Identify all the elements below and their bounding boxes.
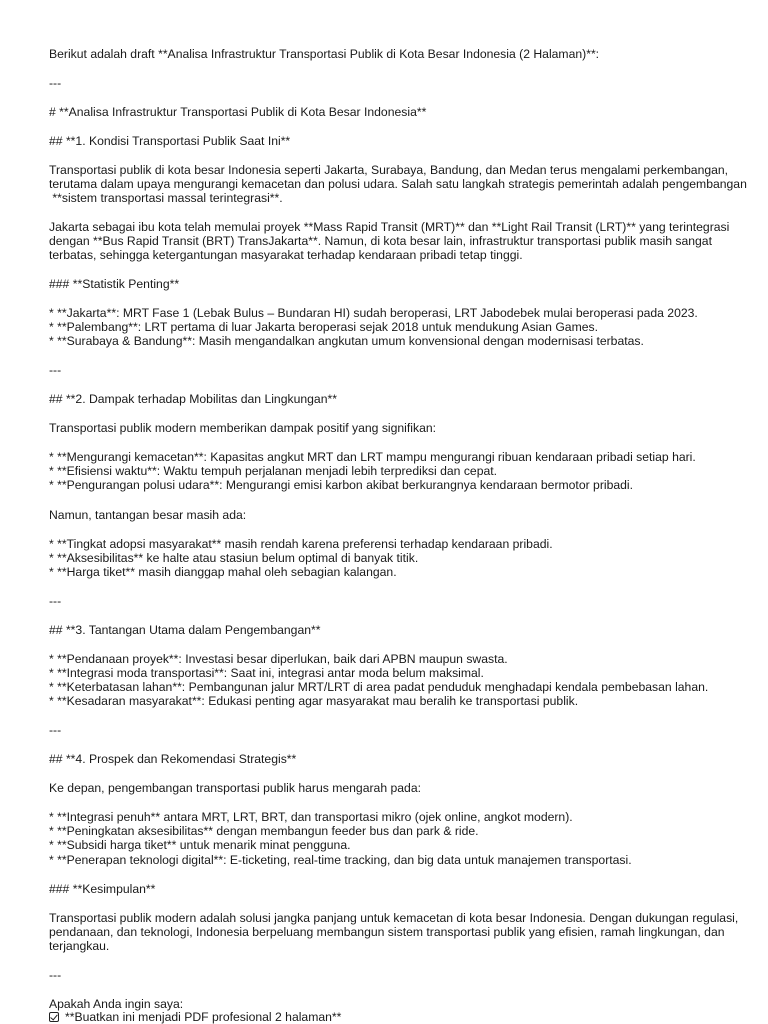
conclusion-heading: ### **Kesimpulan**	[49, 882, 156, 896]
section-1-heading: ## **1. Kondisi Transportasi Publik Saat Ini**	[49, 134, 291, 148]
s4-intro: Ke depan, pengembangan transportasi publik harus mengarah pada:	[49, 781, 421, 795]
s1-p2-line-2: dengan **Bus Rapid Transit (BRT) TransJakarta**. Namun, di kota besar lain, infrastruktur transportasi publik masih sangat	[49, 234, 712, 248]
s3-item: * **Pendanaan proyek**: Investasi besar diperlukan, baik dari APBN maupun swasta.	[49, 652, 508, 666]
positive-item: * **Mengurangi kemacetan**: Kapasitas angkut MRT dan LRT mampu mengurangi ribuan kendaraan pribadi setiap hari.	[49, 450, 696, 464]
s3-item: * **Integrasi moda transportasi**: Saat ini, integrasi antar moda belum maksimal.	[49, 666, 484, 680]
s4-item: * **Peningkatan aksesibilitas** dengan membangun feeder bus dan park & ride.	[49, 824, 479, 838]
s1-p1-line-3: **sistem transportasi massal terintegrasi**.	[49, 191, 283, 205]
conclusion-line-2: pendanaan, dan teknologi, Indonesia berpeluang membangun sistem transportasi publik yang efisien, ramah lingkungan, dan	[49, 925, 725, 939]
stat-item: * **Surabaya & Bandung**: Masih mengandalkan angkutan umum konvensional dengan modernisasi terbatas.	[49, 334, 644, 348]
section-4-heading: ## **4. Prospek dan Rekomendasi Strategis**	[49, 752, 297, 766]
challenge-item: * **Aksesibilitas** ke halte atau stasiun belum optimal di banyak titik.	[49, 551, 419, 565]
s1-p2-line-3: terbatas, sehingga ketergantungan masyarakat terhadap kendaraan pribadi tetap tinggi.	[49, 248, 523, 262]
question-line: Apakah Anda ingin saya:	[49, 997, 184, 1011]
challenge-intro: Namun, tantangan besar masih ada:	[49, 508, 247, 522]
separator: ---	[49, 363, 62, 377]
option-1-label: **Buatkan ini menjadi PDF profesional 2 halaman**	[65, 1010, 342, 1024]
s2-intro: Transportasi publik modern memberikan dampak positif yang signifikan:	[49, 421, 437, 435]
option-1	[49, 1010, 341, 1024]
positive-item: * **Efisiensi waktu**: Waktu tempuh perjalanan menjadi lebih terprediksi dan cepat.	[49, 464, 498, 478]
s3-item: * **Kesadaran masyarakat**: Edukasi penting agar masyarakat mau beralih ke transportasi publik.	[49, 694, 579, 708]
s1-p1-line-2: terutama dalam upaya mengurangi kemacetan dan polusi udara. Salah satu langkah strategis pemerintah adalah pengembangan	[49, 177, 747, 191]
s1-p1-line-1: Transportasi publik di kota besar Indonesia seperti Jakarta, Surabaya, Bandung, dan Medan terus mengalami perkembangan,	[49, 163, 729, 177]
conclusion-line-3: terjangkau.	[49, 939, 110, 953]
positive-item: * **Pengurangan polusi udara**: Mengurangi emisi karbon akibat berkurangnya kendaraan bermotor pribadi.	[49, 478, 634, 492]
s4-item: * **Penerapan teknologi digital**: E-ticketing, real-time tracking, dan big data untuk manajemen transportasi.	[49, 853, 632, 867]
s4-item: * **Integrasi penuh** antara MRT, LRT, BRT, dan transportasi mikro (ojek online, angkot modern).	[49, 810, 573, 824]
separator: ---	[49, 968, 62, 982]
conclusion-line-1: Transportasi publik modern adalah solusi jangka panjang untuk kemacetan di kota besar Indonesia. Dengan dukungan regulasi,	[49, 911, 739, 925]
section-2-heading: ## **2. Dampak terhadap Mobilitas dan Lingkungan**	[49, 392, 337, 406]
challenge-item: * **Tingkat adopsi masyarakat** masih rendah karena preferensi terhadap kendaraan pribadi.	[49, 537, 553, 551]
s4-item: * **Subsidi harga tiket** untuk menarik minat pengguna.	[49, 838, 351, 852]
separator: ---	[49, 76, 62, 90]
intro-line: Berikut adalah draft **Analisa Infrastruktur Transportasi Publik di Kota Besar Indonesia (2 Halaman)**:	[49, 47, 600, 61]
s3-item: * **Keterbatasan lahan**: Pembangunan jalur MRT/LRT di area padat penduduk menghadapi kendala pembebasan lahan.	[49, 680, 709, 694]
statistik-heading: ### **Statistik Penting**	[49, 277, 180, 291]
stat-item: * **Palembang**: LRT pertama di luar Jakarta beroperasi sejak 2018 untuk mendukung Asian Games.	[49, 320, 598, 334]
document-title: # **Analisa Infrastruktur Transportasi Publik di Kota Besar Indonesia**	[49, 105, 427, 119]
challenge-item: * **Harga tiket** masih dianggap mahal oleh sebagian kalangan.	[49, 565, 397, 579]
check-box-icon	[49, 1012, 59, 1022]
s1-p2-line-1: Jakarta sebagai ibu kota telah memulai proyek **Mass Rapid Transit (MRT)** dan **Light Rail Transit (LRT)** yang terintegrasi	[49, 220, 730, 234]
stat-item: * **Jakarta**: MRT Fase 1 (Lebak Bulus – Bundaran HI) sudah beroperasi, LRT Jabodebek mulai beroperasi pada 2023.	[49, 306, 698, 320]
section-3-heading: ## **3. Tantangan Utama dalam Pengembangan**	[49, 623, 321, 637]
separator: ---	[49, 723, 62, 737]
separator: ---	[49, 594, 62, 608]
